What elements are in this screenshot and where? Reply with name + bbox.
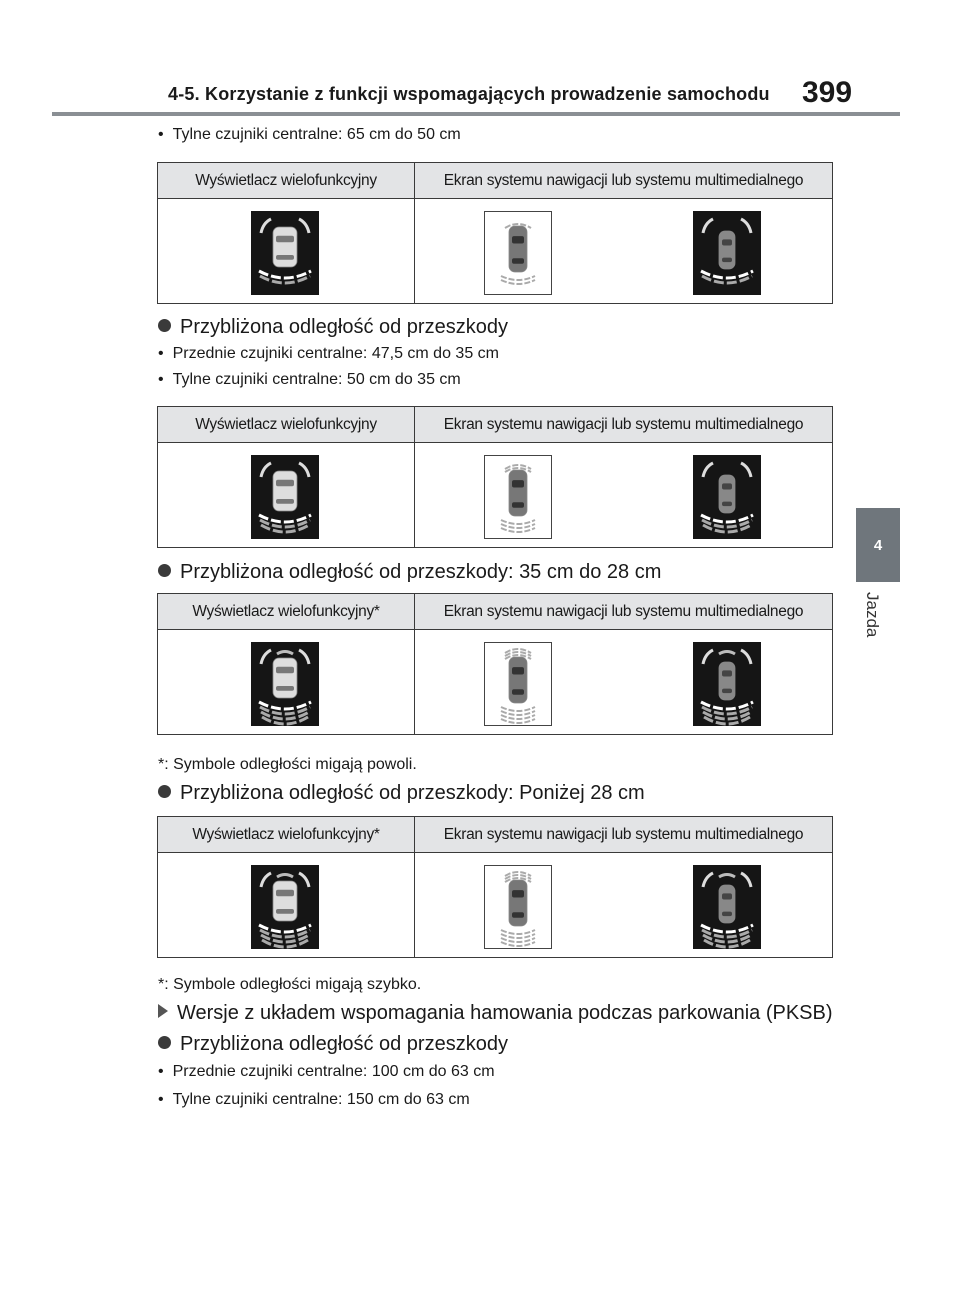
multi-display-image [251,865,319,949]
table-header-multi-display: Wyświetlacz wielofunkcyjny [158,407,415,443]
section-heading: Przybliżona odległość od przeszkody [158,316,508,339]
nav-screen-image [484,865,552,949]
table-header-multi-display: Wyświetlacz wielofunkcyjny* [158,817,415,853]
multi-display-image [251,211,319,295]
section-heading: Przybliżona odległość od przeszkody: Poniżej 28 cm [158,782,645,805]
nav-sensor-graphic [485,456,551,538]
multimedia-screen-image [693,211,761,295]
pksb-heading: Wersje z układem wspomagania hamowania podczas parkowania (PKSB) [158,1002,833,1025]
multimedia-screen-image [693,642,761,726]
table-cell-nav-screen [415,443,833,548]
nav-sensor-graphic [485,643,551,725]
table-cell-nav-screen [415,853,833,958]
header-divider [52,112,900,116]
chapter-tab[interactable]: 4 [856,508,900,582]
nav-screen-image [484,211,552,295]
bullet-dot-icon [158,1036,171,1049]
sensor-graphic [251,865,319,949]
multi-display-image [251,455,319,539]
bullet-rear-sensors: • Tylne czujniki centralne: 50 cm do 35 cm [158,371,461,389]
table-header-multi-display: Wyświetlacz wielofunkcyjny [158,163,415,199]
bullet-rear-sensors: • Tylne czujniki centralne: 150 cm do 63 cm [158,1091,470,1109]
footnote: *: Symbole odległości migają powoli. [158,756,417,773]
bullet-dot-icon [158,564,171,577]
arrow-right-icon [158,1004,168,1018]
bullet-dot-icon [158,319,171,332]
sensor-graphic [251,211,319,295]
multimedia-sensor-graphic [693,455,761,539]
table-header-nav-screen: Ekran systemu nawigacji lub systemu multimedialnego [415,594,833,630]
table-cell-nav-screen [415,630,833,735]
bullet-dot-icon [158,785,171,798]
section-heading: Przybliżona odległość od przeszkody: 35 cm do 28 cm [158,561,661,584]
chapter-tab-label: Jazda [863,592,882,638]
table-header-multi-display: Wyświetlacz wielofunkcyjny* [158,594,415,630]
table-header-nav-screen: Ekran systemu nawigacji lub systemu multimedialnego [415,407,833,443]
footnote: *: Symbole odległości migają szybko. [158,976,422,993]
sensor-graphic [251,455,319,539]
table-cell-multi-display [158,443,415,548]
bullet-front-sensors: • Przednie czujniki centralne: 47,5 cm do 35 cm [158,345,499,363]
display-table-1 [157,162,833,304]
nav-sensor-graphic [485,212,551,294]
nav-sensor-graphic [485,866,551,948]
display-table-3 [157,593,833,735]
section-heading: Przybliżona odległość od przeszkody [158,1033,508,1056]
sensor-graphic [251,642,319,726]
display-table-4 [157,816,833,958]
display-table-2 [157,406,833,548]
page-header [0,0,960,116]
multimedia-screen-image [693,455,761,539]
table-cell-multi-display [158,199,415,304]
multimedia-sensor-graphic [693,211,761,295]
table-header-nav-screen: Ekran systemu nawigacji lub systemu multimedialnego [415,817,833,853]
bullet-front-sensors: • Przednie czujniki centralne: 100 cm do 63 cm [158,1063,495,1081]
multimedia-sensor-graphic [693,642,761,726]
chapter-title: 4-5. Korzystanie z funkcji wspomagających prowadzenie samochodu [168,84,770,104]
nav-screen-image [484,455,552,539]
table-cell-multi-display [158,853,415,958]
table-cell-multi-display [158,630,415,735]
multimedia-sensor-graphic [693,865,761,949]
page-number: 399 [802,76,853,109]
table-cell-nav-screen [415,199,833,304]
table-header-nav-screen: Ekran systemu nawigacji lub systemu multimedialnego [415,163,833,199]
multimedia-screen-image [693,865,761,949]
bullet-rear-sensors: • Tylne czujniki centralne: 65 cm do 50 cm [158,126,461,144]
nav-screen-image [484,642,552,726]
multi-display-image [251,642,319,726]
